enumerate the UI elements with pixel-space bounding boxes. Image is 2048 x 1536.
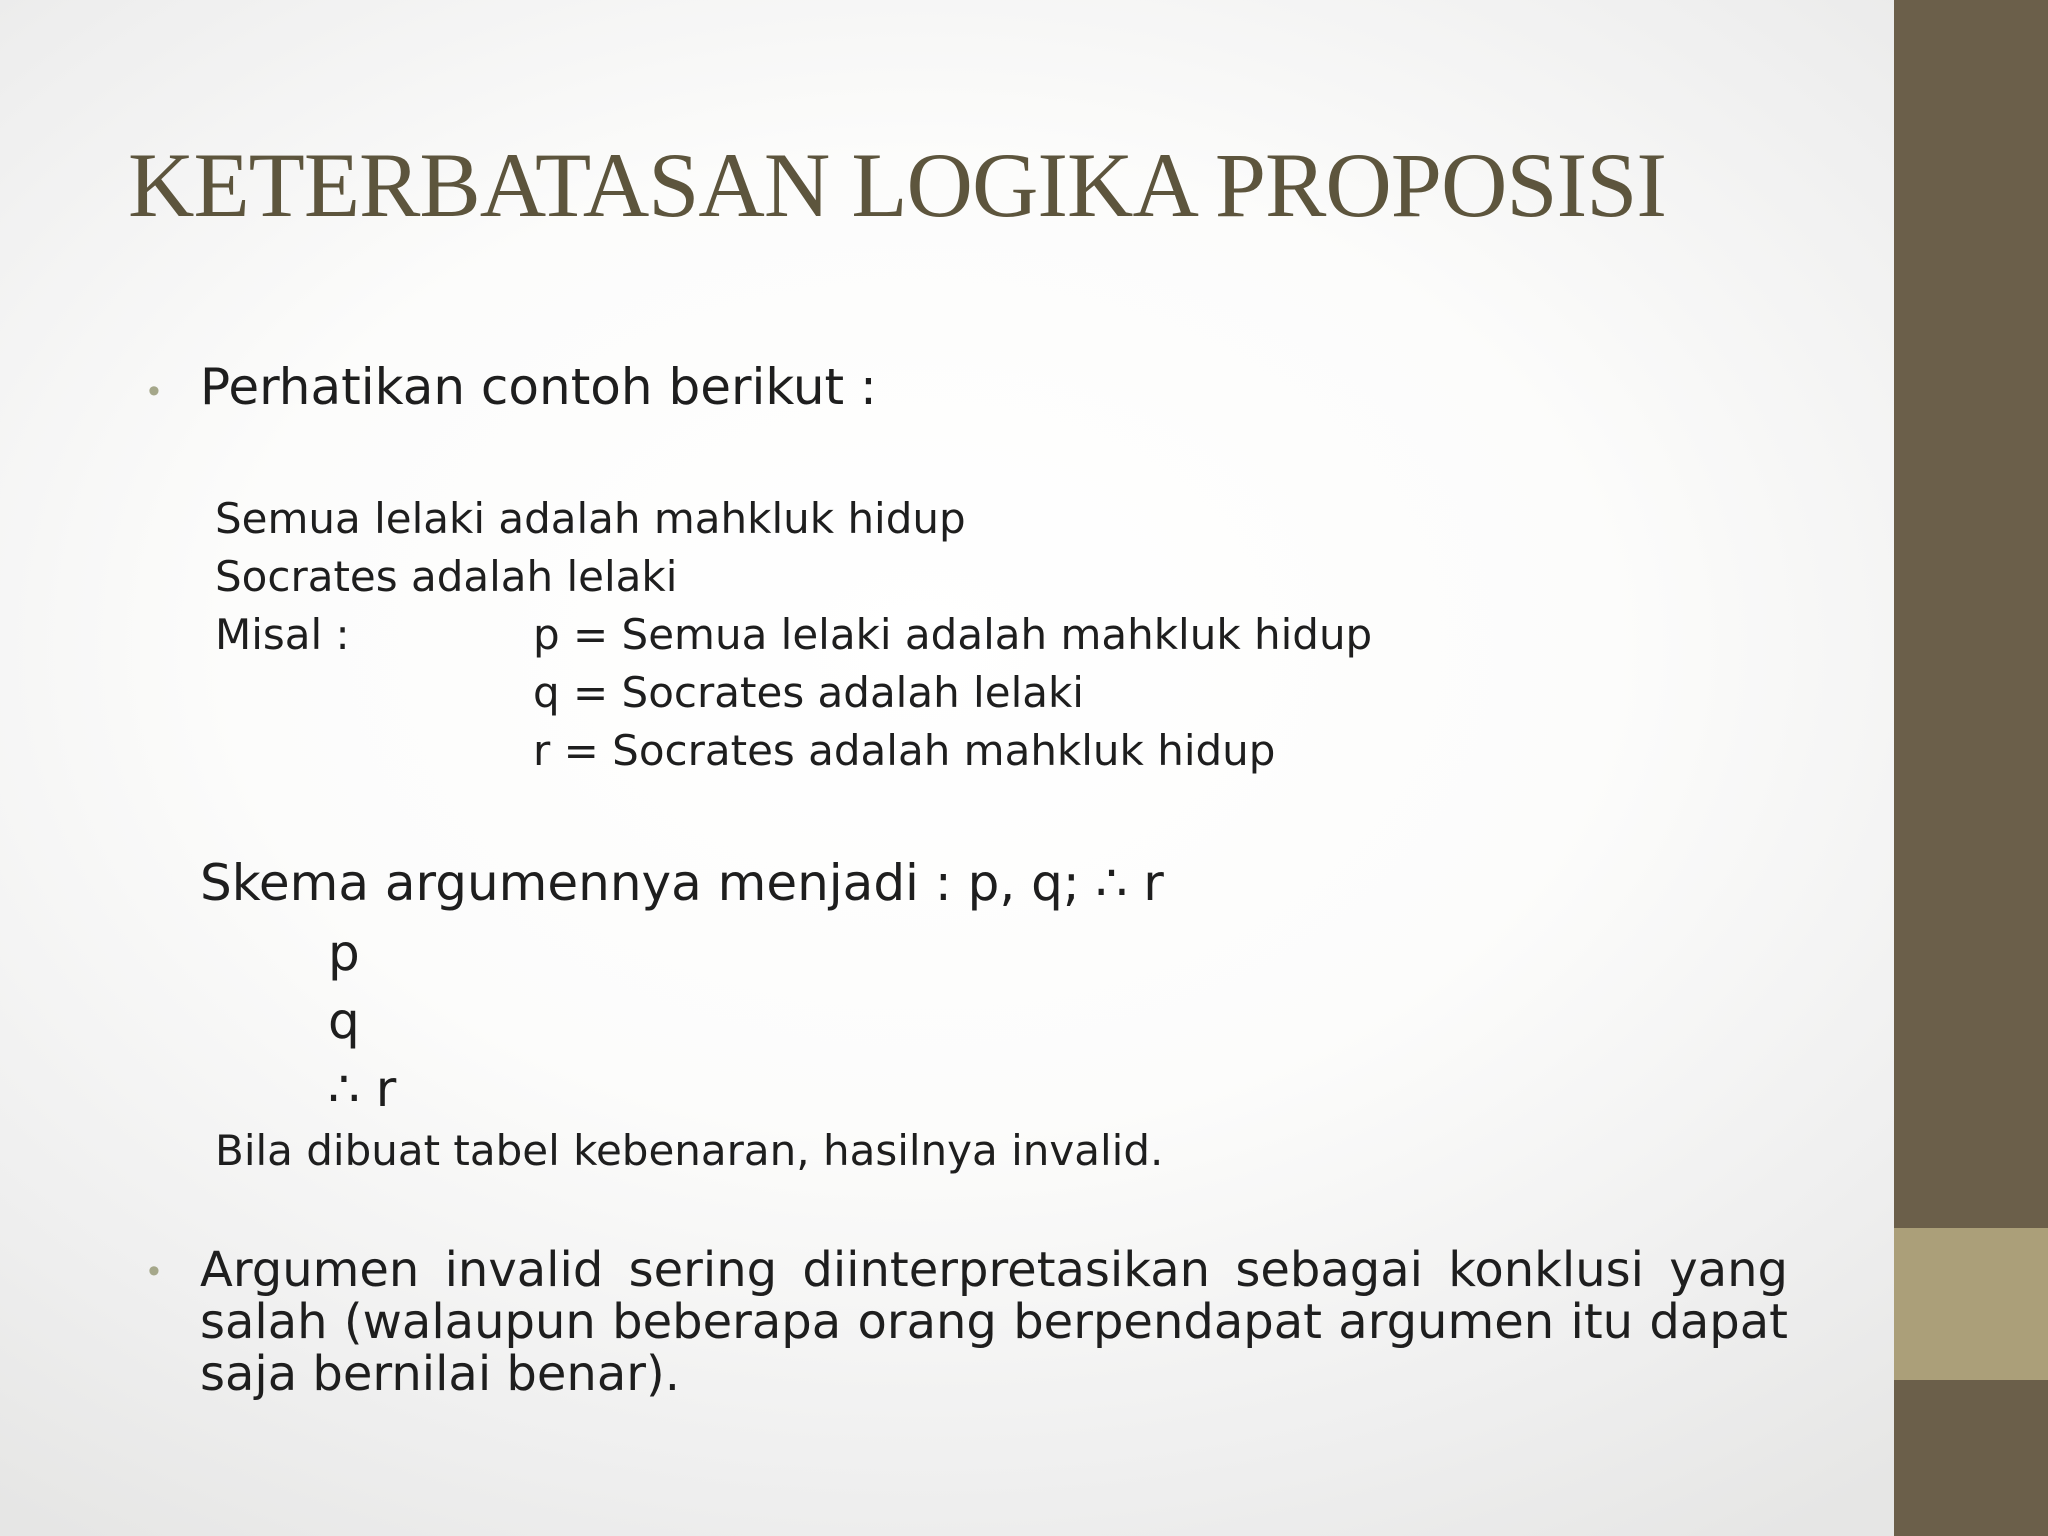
argument-premise-q: q	[328, 992, 360, 1050]
argument-premise-p: p	[328, 924, 360, 982]
bullet-2-text: Argumen invalid sering diinterpretasikan sebagai konklusi yang salah (walaupun beberapa orang berpendapat argumen itu dapat saja bernilai benar).	[200, 1242, 1788, 1402]
premise-2: Socrates adalah lelaki	[215, 552, 678, 601]
argument-scheme: Skema argumennya menjadi : p, q; ∴ r	[200, 854, 1164, 912]
bullet-dot: •	[148, 1252, 160, 1290]
definition-p: p = Semua lelaki adalah mahkluk hidup	[533, 610, 1373, 659]
truth-table-note: Bila dibuat tabel kebenaran, hasilnya invalid.	[215, 1126, 1164, 1175]
bullet-dot: •	[148, 372, 160, 410]
premise-1: Semua lelaki adalah mahkluk hidup	[215, 494, 966, 543]
definition-r: r = Socrates adalah mahkluk hidup	[533, 726, 1276, 775]
slide-title: KETERBATASAN LOGIKA PROPOSISI	[128, 134, 1667, 236]
argument-conclusion-r: ∴ r	[328, 1060, 397, 1118]
sidebar-accent-block	[1894, 1228, 2048, 1380]
misal-label: Misal :	[215, 610, 350, 659]
definition-q: q = Socrates adalah lelaki	[533, 668, 1084, 717]
bullet-1-text: Perhatikan contoh berikut :	[200, 358, 877, 416]
